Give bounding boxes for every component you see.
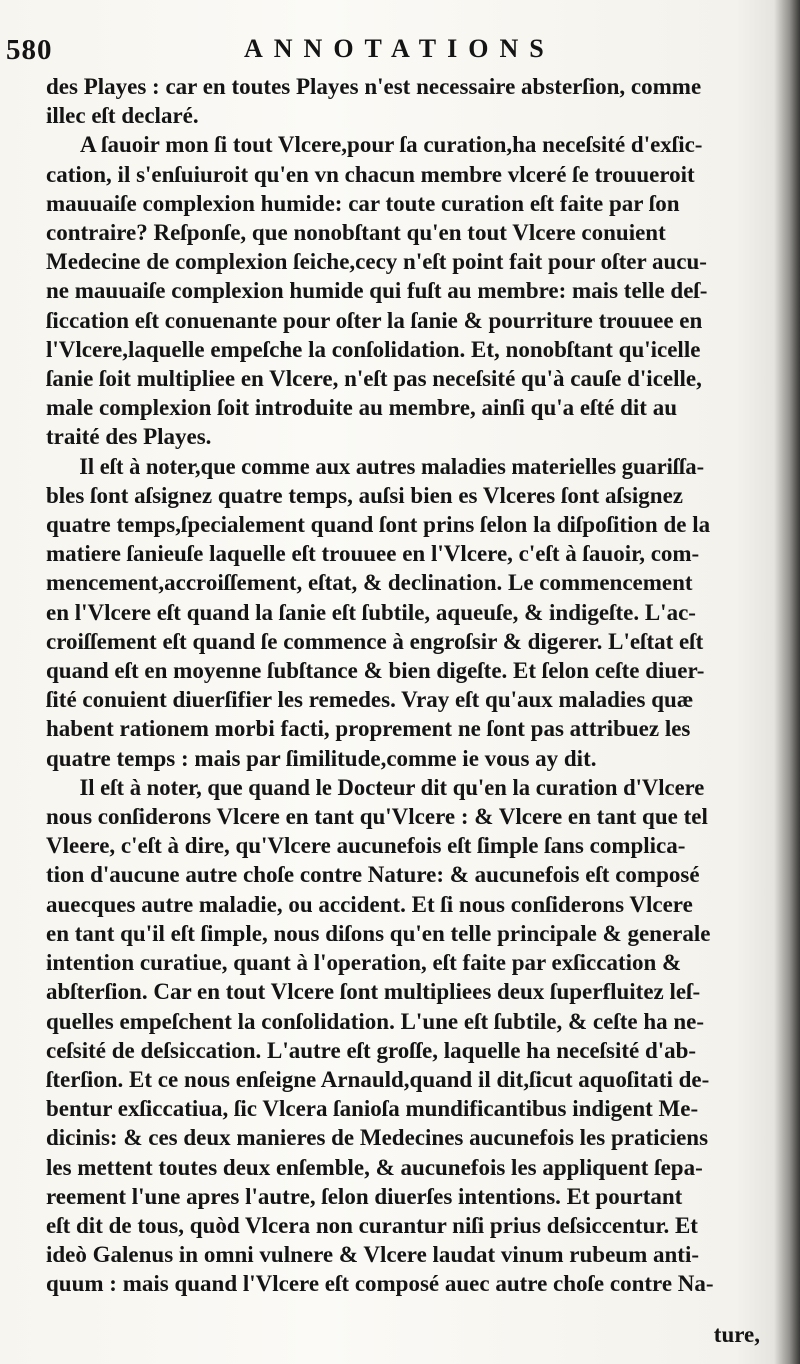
text-line: Vleere, c'eſt à dire, qu'Vlcere aucunefois eſt ſimple ſans complica- bbox=[46, 833, 686, 859]
text-line: A ſauoir mon ſi tout Vlcere,pour ſa curation,ha neceſsité d'exſic- bbox=[80, 132, 703, 158]
text-line: auecques autre maladie, ou accident. Et ſi nous conſiderons Vlcere bbox=[46, 891, 693, 917]
text-line: ſanie ſoit multipliee en Vlcere, n'eſt pas neceſsité qu'à cauſe d'icelle, bbox=[46, 366, 702, 392]
text-line: contraire? Reſponſe, que nonobſtant qu'en tout Vlcere conuient bbox=[46, 220, 666, 246]
text-line: ideò Galenus in omni vulnere & Vlcere laudat vinum rubeum anti- bbox=[46, 1242, 699, 1268]
running-title: ANNOTATIONS bbox=[244, 34, 555, 63]
text-line: mauuaiſe complexion humide: car toute curation eſt faite par ſon bbox=[46, 190, 680, 216]
text-line: traité des Playes. bbox=[46, 424, 212, 450]
text-line: bentur exſiccatiua, ſic Vlcera ſanioſa mundificantibus indigent Me- bbox=[46, 1096, 699, 1122]
paragraph bbox=[46, 130, 738, 451]
text-line: quatre temps,ſpecialement quand ſont prins ſelon la diſpoſition de la bbox=[46, 512, 711, 538]
text-line: eſt dit de tous, quòd Vlcera non curantur niſi prius deſsiccentur. Et bbox=[46, 1212, 698, 1238]
text-line: ceſsité de deſsiccation. L'autre eſt groſſe, laquelle ha neceſsité d'ab- bbox=[46, 1037, 697, 1063]
text-line: quatre temps : mais par ſimilitude,comme ie vous ay dit. bbox=[46, 745, 597, 771]
text-line: ſterſion. Et ce nous enſeigne Arnauld,quand il dit,ſicut aquoſitati de- bbox=[46, 1066, 710, 1092]
text-line: ne mauuaiſe complexion humide qui fuſt au membre: mais telle deſ- bbox=[46, 278, 708, 304]
text-line: reement l'une apres l'autre, ſelon diuerſes intentions. Et pourtant bbox=[46, 1183, 683, 1209]
text-line: en tant qu'il eſt ſimple, nous diſons qu'en telle principale & generale bbox=[46, 920, 711, 946]
text-line: en l'Vlcere eſt quand la ſanie eſt ſubtile, aqueuſe, & indigeſte. L'ac- bbox=[46, 599, 696, 625]
text-line: male complexion ſoit introduite au membre, ainſi qu'a eſté dit au bbox=[46, 395, 678, 421]
text-line: ſiccation eſt conuenante pour oſter la ſanie & pourriture trouuee en bbox=[46, 307, 703, 333]
catchword: ture, bbox=[713, 1322, 760, 1347]
text-line: illec eſt declaré. bbox=[46, 103, 199, 129]
text-line: quelles empeſchent la conſolidation. L'une eſt ſubtile, & ceſte ha ne- bbox=[46, 1008, 705, 1034]
text-line: croiſſement eſt quand ſe commence à engroſsir & digerer. L'eſtat eſt bbox=[46, 628, 704, 654]
body-text bbox=[46, 72, 738, 1299]
text-line: les mettent toutes deux enſemble, & aucunefois les appliquent ſepa- bbox=[46, 1154, 703, 1180]
text-line: bles ſont aſsignez quatre temps, auſsi bien es Vlceres ſont aſsignez bbox=[46, 482, 683, 508]
text-line: Medecine de complexion ſeiche,cecy n'eſt point fait pour oſter aucu- bbox=[46, 249, 707, 275]
paragraph bbox=[46, 452, 738, 773]
text-line: l'Vlcere,laquelle empeſche la conſolidation. Et, nonobſtant qu'icelle bbox=[46, 336, 701, 362]
text-line: matiere ſanieuſe laquelle eſt trouuee en l'Vlcere, c'eſt à ſauoir, com- bbox=[46, 541, 700, 567]
text-line: cation, il s'enſuiuroit qu'en vn chacun membre vlceré ſe trouueroit bbox=[46, 161, 695, 187]
page-number: 580 bbox=[6, 34, 53, 66]
text-line: quand eſt en moyenne ſubſtance & bien digeſte. Et ſelon ceſte diuer- bbox=[46, 658, 705, 684]
text-line: mencement,accroiſſement, eſtat, & declination. Le commencement bbox=[46, 570, 693, 596]
paragraph bbox=[46, 72, 738, 130]
page-gutter-shadow bbox=[774, 0, 800, 1364]
paragraph bbox=[46, 773, 738, 1299]
text-line: des Playes : car en toutes Playes n'est necessaire absterſion, comme bbox=[46, 74, 702, 99]
text-line: habent rationem morbi facti, proprement ne ſont pas attribuez les bbox=[46, 716, 691, 742]
text-line: nous conſiderons Vlcere en tant qu'Vlcere : & Vlcere en tant que tel bbox=[46, 804, 708, 830]
text-line: Il eſt à noter, que quand le Docteur dit qu'en la curation d'Vlcere bbox=[79, 774, 705, 800]
text-line: tion d'aucune autre choſe contre Nature: & aucunefois eſt composé bbox=[46, 862, 700, 888]
text-line: dicinis: & ces deux manieres de Medecines aucunefois les praticiens bbox=[46, 1125, 709, 1151]
text-line: quum : mais quand l'Vlcere eſt composé auec autre choſe contre Na- bbox=[46, 1271, 714, 1297]
text-line: ſité conuient diuerſifier les remedes. Vray eſt qu'aux maladies quæ bbox=[46, 687, 694, 713]
running-head bbox=[6, 34, 770, 68]
text-line: abſterſion. Car en tout Vlcere ſont multipliees deux ſuperfluitez leſ- bbox=[46, 979, 701, 1005]
text-line: Il eſt à noter,que comme aux autres maladies materielles guariſſa- bbox=[79, 453, 705, 479]
text-line: intention curatiue, quant à l'operation, eſt faite par exſiccation & bbox=[46, 950, 682, 976]
